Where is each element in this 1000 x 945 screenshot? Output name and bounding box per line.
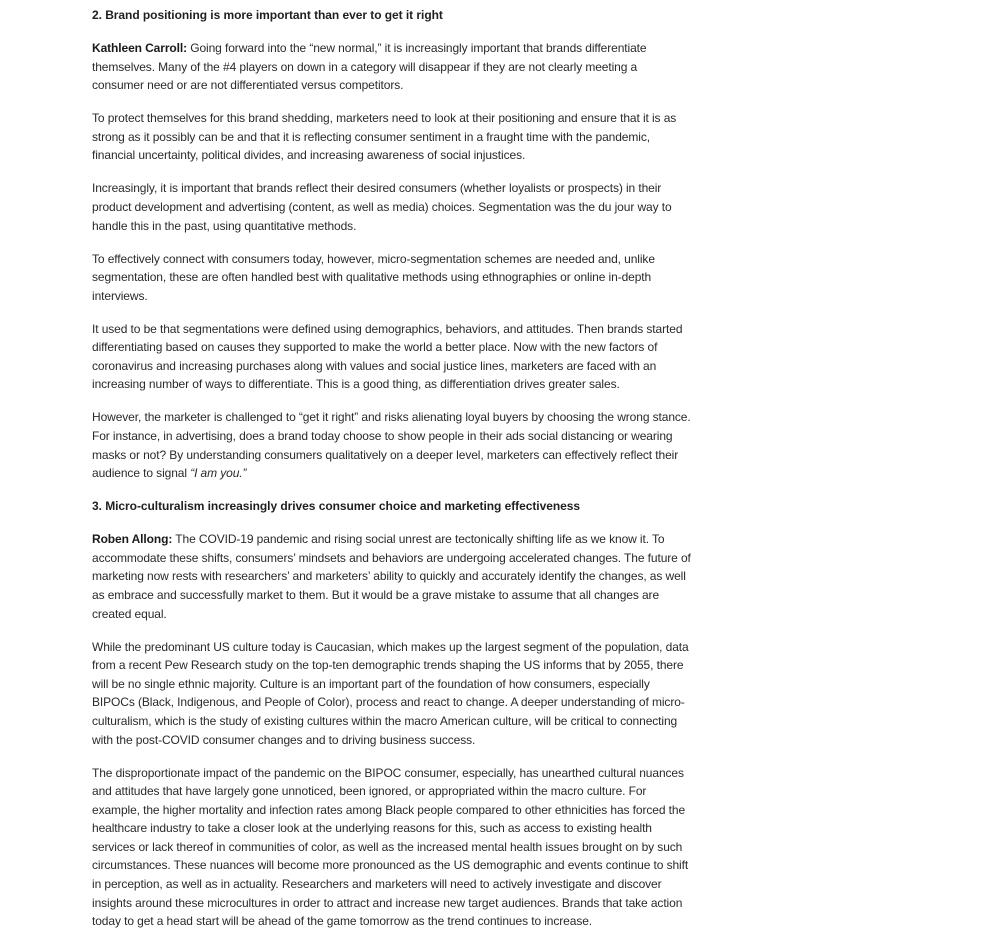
paragraph — [92, 39, 692, 95]
italic-quote: “I am you.” — [190, 466, 247, 481]
speaker-name: Kathleen Carroll: — [92, 40, 187, 55]
paragraph: The disproportionate impact of the pandemic on the BIPOC consumer, especially, has unearthed cultural nuances and attitudes that have largely gone unnoticed, been ignored, or appropriated within the macro culture. For example, the higher mortality and infection rates among Black people compared to other ethnicities has forced the healthcare industry to take a closer look at the underlying reasons for this, such as access to existing health services or lack thereof in communities of color, as well as the increased mental health issues brought on by such circumstances. These nuances will become more pronounced as the US demographic and events continue to shift in perception, as well as in actuality. Researchers and marketers will need to actively investigate and discover insights around these microcultures in order to attract and increase new target audiences. Brands that take action today to get a head start will be ahead of the game tomorrow as the trend continues to increase. — [92, 765, 689, 929]
paragraph: Increasingly, it is important that brands reflect their desired consumers (whether loyalists or prospects) in their product development and advertising (content, as well as media) choices. Segmentation was the du jour way to handle this in the past, using quantitative methods. — [92, 181, 672, 233]
paragraph: While the predominant US culture today is Caucasian, which makes up the largest segment of the population, data from a recent Pew Research study on the top-ten demographic trends shaping the US informs that by 2055, there will be no single ethnic majority. Culture is an important part of the foundation of how consumers, especially BIPOCs (Black, Indigenous, and People of Color), process and react to change. A deeper understanding of micro-culturalism, which is the study of existing cultures within the macro American culture, will be critical to connecting with the post-COVID consumer changes and to driving business success. — [92, 639, 689, 747]
article-body — [92, 6, 692, 945]
paragraph: To protect themselves for this brand shedding, marketers need to look at their positioning and ensure that it is as strong as it possibly can be and that it is reflecting consumer sentiment in a fraught time with the pandemic, financial uncertainty, political divides, and increasing awareness of social injustices. — [92, 111, 677, 163]
paragraph: It used to be that segmentations were defined using demographics, behaviors, and attitudes. Then brands started differentiating based on causes they supported to make the world a better place. Now with the new factors of coronavirus and increasing purchases along with values and social justice lines, marketers are faced with an increasing number of ways to differentiate. This is a good thing, as differentiation drives greater sales. — [92, 321, 683, 392]
section-heading-micro-culturalism: 3. Micro-culturalism increasingly drives consumer choice and marketing effectiveness — [92, 499, 580, 514]
paragraph — [92, 530, 692, 623]
section-heading-brand-positioning: 2. Brand positioning is more important than ever to get it right — [92, 8, 443, 22]
paragraph: To effectively connect with consumers today, however, micro-segmentation schemes are needed and, unlike segmentation, these are often handled best with qualitative methods using ethnographies or online in-depth interviews. — [92, 251, 655, 303]
speaker-name: Roben Allong: — [92, 532, 173, 547]
paragraph — [92, 408, 692, 482]
paragraph-text: The COVID-19 pandemic and rising social unrest are tectonically shifting life as we know it. To accommodate these shifts, consumers’ mindsets and behaviors are undergoing accelerated changes. The future of marketing now rests with researchers’ and marketers’ ability to quickly and accurately identify the changes, as well as embrace and successfully market to them. But it would be a grave mistake to assume that all changes are created equal. — [92, 532, 691, 621]
paragraph-text: However, the marketer is challenged to “get it right” and risks alienating loyal buyers by choosing the wrong stance. For instance, in advertising, does a brand today choose to show people in their ads social distancing or wearing masks or not? By understanding consumers qualitatively on a deeper level, marketers can effectively reflect their audience to signal — [92, 410, 691, 481]
paragraph-text: Going forward into the “new normal,” it is increasingly important that brands differentiate themselves. Many of the #4 players on down in a category will disappear if they are not clearly meeting a consumer need or are not differentiated versus competitors. — [92, 40, 647, 93]
